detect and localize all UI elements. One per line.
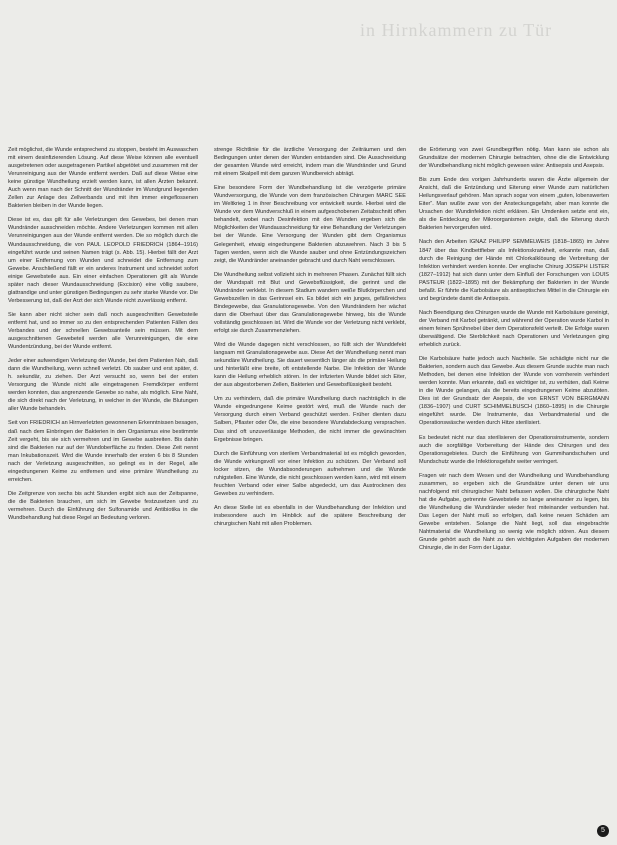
faded-header-text: in Hirnkammern zu Tür: [360, 20, 553, 40]
paragraph: Die Karbolsäure hatte jedoch auch Nachteile. Sie schädigte nicht nur die Bakterien, sondern auch das Gewebe. Aus diesem Grunde suchte man nach Methoden, bei denen eine Infektion der Wunde von vornherein verhindert werden konnte. Man erkannte, daß es wichtiger ist, zu verhüten, daß Keime in die Wunde gelangen, als die bereits eingedrungenen Keime abzutöten. Dies ist der Grundsatz der Asepsis, die von ERNST VON BERGMANN (1836–1907) und CURT SCHIMMELBUSCH (1860–1895) in die Chirurgie eingeführt wurde. Die Instrumente, das Verbandmaterial und die Operationswäsche werden durch Hitze sterilisiert.: [419, 356, 609, 427]
text-column-middle: [214, 146, 406, 836]
paragraph: Nach Beendigung des Chirurgen wurde die Wunde mit Karbolsäure gereinigt, der Verband mit Karbol getränkt, und während der Operation wurde Karbol in einem feinen Sprühnebel über dem Operationsfeld verteilt. Die Erfolge waren überwältigend. Die Sterblichkeit nach Operationen und Verletzungen ging erheblich zurück.: [419, 309, 609, 349]
paragraph: An diese Stelle ist es ebenfalls in der Wundbehandlung der Infektion und insbesondere auch im Hinblick auf die spätere Beschreibung der chirurgischen Naht mit allen Problemen.: [214, 504, 406, 527]
paragraph: Zeit möglichst, die Wunde entsprechend zu stoppen, besteht im Auswaschen mit einem desinfizierenden Lösung. Auf diese Weise können alle eventuell ausgetretenen oder ausgetragenen Partikel abgetötet und zusammen mit der Verunreinigung aus der Wunde entfernt werden. Daß auf diese Weise eine keine günstige Wundheilung erzielt werden kann, ist allen Ärzten bekannt. Auch wenn man nach der Schnitt der Wundränder im Wundgrund liegenden Zellen zur Anlage des Zellverbands und mit ihm immer eingeflossenen Bakterien bleiben in der Wunde liegen.: [8, 147, 198, 210]
paragraph: Die Zeitgrenze von sechs bis acht Stunden ergibt sich aus der Zeitspanne, die die Bakterien brauchen, um sich im Gewebe festzusetzen und zu vermehren. Durch die Einführung der Sulfonamide und Antibiotika in die Wundbehandlung hat diese Regel an Bedeutung verloren.: [8, 490, 198, 521]
text-column-left: [8, 146, 198, 836]
paragraph: Bis zum Ende des vorigen Jahrhunderts waren die Ärzte allgemein der Ansicht, daß die Entzündung und Eiterung einer Wunde zum natürlichen Heilungsverlauf gehören. Man sprach sogar von einem „guten, lobenswerten Eiter“. Man wußte zwar von der Ansteckungsgefahr, aber man konnte die Ursachen der Wundinfektion nicht erklären. Ein Umdenken setzte erst ein, als die Entdeckung der Mikroorganismen zeigte, daß die Eiterung durch Bakterien hervorgerufen wird.: [419, 177, 609, 232]
paragraph: Nach den Arbeiten IGNAZ PHILIPP SEMMELWEIS (1818–1865) im Jahre 1847 über das Kindbettfieber als Infektionskrankheit, erkannte man, daß durch die Reinigung der Hände mit Chlorkalklösung die Verbreitung der Infektion verhindert werden konnte. Der englische Chirurg JOSEPH LISTER (1827–1912) hat sich dann unter dem Einfluß der Forschungen von LOUIS PASTEUR (1822–1895) mit der Bekämpfung der Bakterien in der Wunde befaßt. Er führte die Karbolsäure als antiseptisches Mittel in die Chirurgie ein und begründete damit die Antisepsis.: [419, 239, 609, 302]
paragraph: strenge Richtlinie für die ärztliche Versorgung der Zeiträumen und den Bedingungen unter denen der Wunden entstanden sind. Die Ausschneidung der gesamten Wunde wird erreicht, indem man die Wundränder und Grund mit einem Skalpell mit dem ganzen Wundbereich abträgt.: [214, 147, 406, 178]
paragraph: Es bedeutet nicht nur das sterilisieren der Operationsinstrumente, sondern auch die sorgfältige Vorbereitung der Hände des Chirurgen und des Operationsgebietes. Durch die Einführung von Gummihandschuhen und Mundschutz wurde die Infektionsgefahr weiter verringert.: [419, 434, 609, 465]
paragraph: die Erörterung von zwei Grundbegriffen nötig. Man kann sie schon als Grundsätze der modernen Chirurgie betrachten, ohne die die Entwicklung der Wundbehandlung nicht möglich gewesen wäre: Antisepsis und Asepsis.: [419, 147, 609, 170]
paragraph: Um zu verhindern, daß die primäre Wundheilung durch nachträglich in die Wunde eingedrungene Keime gestört wird, muß die Wunde nach der Versorgung durch einen Verband geschützt werden. Früher dienten dazu Salben, Pflaster oder Öle, die eine besondere Wundabdeckung versprachen. Das sind oft unzuverlässige Methoden, die nicht immer die gewünschten Ergebnisse bringen.: [214, 396, 406, 443]
paragraph: Seit von FRIEDRICH an Hirnverletzten gewonnenen Erkenntnissen besagen, daß nach dem Einbringen der Bakterien in den Organismus eine bestimmte Zeit vergeht, bis sie sich vermehren und im Gewebe ausbreiten. Bis dahin sind die Bakterien nur auf der Wundoberfläche zu finden. Diese Zeit nennt man Inkubationszeit. Wird die Wunde innerhalb der ersten 6 bis 8 Stunden nach der Verletzung ausgeschnitten, so gelingt es in der Regel, alle eingedrungenen Keime zu entfernen und eine primäre Wundheilung zu erreichen.: [8, 420, 198, 483]
paragraph: Wird die Wunde dagegen nicht verschlossen, so füllt sich der Wunddefekt langsam mit Granulationsgewebe aus. Diese Art der Wundheilung nennt man sekundäre Wundheilung. Sie dauert wesentlich länger als die primäre Heilung und hinterläßt eine breite, oft entstellende Narbe. Die Infektion der Wunde kann die Heilung erheblich stören. In der infizierten Wunde bildet sich Eiter, der aus abgestorbenen Zellen, Bakterien und Gewebsflüssigkeit besteht.: [214, 342, 406, 389]
paragraph: Jeder einer aufwendigen Verletzung der Wunde, bei dem Patienten Nah, daß dann die Wundheilung, wenn schnell verletzt. Ob sauber und erst später, d. h. sekundär, zu ziehen. Der Arzt versucht so, wenn bei der ersten Versorgung die Wunde nicht alle eingetragenen Fremdkörper entfernt werden konnten, das angrenzende Gewebe so nahe, als möglich. Eine Naht, die sich direkt nach der Verletzung, in welcher in der Wunde, die Blutungen aller Wunde behandeln.: [8, 358, 198, 413]
paragraph: Die Wundheilung selbst vollzieht sich in mehreren Phasen. Zunächst füllt sich der Wundspalt mit Blut und Gewebsflüssigkeit, die gerinnt und die Wundränder verklebt. In diesem Stadium wandern weiße Blutkörperchen und Gewebszellen in das Gerinnsel ein. Es bildet sich ein junges, gefäßreiches Bindegewebe, das Granulationsgewebe. Von den Wundrändern her wächst dann die Oberhaut über das Granulationsgewebe hinweg, bis die Wunde vollständig geschlossen ist. Wird die Wunde vor der Verletzung nicht verklebt, erfolgt sie durch Zusammenziehen.: [214, 271, 406, 334]
paragraph: Eine besondere Form der Wundbehandlung ist die verzögerte primäre Wundversorgung, die Wunde von dem französischen Chirurgen MARC SEE im Weltkrieg 1 in ihrer Beschreibung vor entwickelt wurde. Hierbei wird die Wunde vor dem Wundverschluß in einem aufgeschobenen Zeitabschnitt offen behandelt, wobei nach Desinfektion mit den Wunden ergeben sich die Möglichkeiten der Wundausschneidung für eine Behandlung der Verletzungen bei der Wunde. Eine Versorgung der Wunden gibt dem Organismus Gelegenheit, etwaig eingedrungene Bakterien abzuwehren. Nach 3 bis 5 Tagen werden, wenn sich die Wunde sauber und ohne Entzündungszeichen zeigt, die Wundränder aneinander gebracht und durch Naht verschlossen.: [214, 185, 406, 264]
paragraph: Diese ist es, das gilt für alle Verletzungen des Gewebes, bei denen man Wundränder ausschneiden möchte. Andere Verletzungen kommen mit allen Verunreinigungen aus der Wunde entfernt werden. Die so möglich durch die Wundausschneidung, die von PAUL LEOPOLD FRIEDRICH (1864–1916) eingeführt wurde und seinen Namen trägt (s. Abb. 15). Hierbei fällt der Arzt um einer Entfernung von Wunden und schneidet die Entfernung zum Gewebe. Anschließend fällt er ein anderes Instrument und schneidet sofort einige Gewebsteile aus. Ein einer einfachen Operationen gilt als Wunde später nach dieser Wundausschneidung (Excision) eine völlig saubere, glattrandige und unter günstigen Bedingungen zu sehr starke Wunde vor. Die Verbesserung ist, daß der Arzt der sich Wunde nicht zuverlässig entfernt.: [8, 217, 198, 304]
paragraph: Fragen wir nach dem Wesen und der Wundheilung und Wundbehandlung zusammen, so ergeben sich die Grundsätze unter denen wir uns nachfolgend mit chirurgischer Naht befassen wollen. Die chirurgische Naht hat die Aufgabe, getrennte Gewebsteile so lange aneinander zu legen, bis die Wundheilung die Wundränder wieder fest miteinander verbunden hat. Das Legen der Naht muß so erfolgen, daß keine neuen Schäden am Gewebe entstehen. Solange die Naht liegt, soll das eingebrachte Nahtmaterial die Wundheilung so wenig wie möglich stören. Aus diesem Grunde gehört auch die Naht zu den wichtigsten Aufgaben der modernen Chirurgie, die in der Form der Ligatur.: [419, 472, 609, 552]
paragraph: Durch die Einführung von sterilem Verbandmaterial ist es möglich geworden, die Wunde wirkungsvoll vor einer Infektion zu schützen. Der Verband soll locker sitzen, die Wundabsonderungen aufnehmen und die Wunde ruhigstellen. Eine Wunde, die nicht geschlossen werden kann, wird mit einem feuchten Verband oder einer Salbe abgedeckt, um das Austrocknen des Gewebes zu verhindern.: [214, 450, 406, 497]
text-column-right: [419, 146, 609, 836]
paragraph: Sie kann aber nicht sicher sein daß noch ausgeschnitten Gewebsteile entfernt hat, und so immer so zu den entsprechenden Patienten Fällen des Verbandes und der schnellen Gewebsanteile sein müssen. Mit dem ausgeschnittenen Gewebeteil werden alle Verunreinigungen, die eine Wundentzündung, bei der Wunde entfernt.: [8, 311, 198, 351]
page-mark-icon: 5: [597, 825, 609, 837]
